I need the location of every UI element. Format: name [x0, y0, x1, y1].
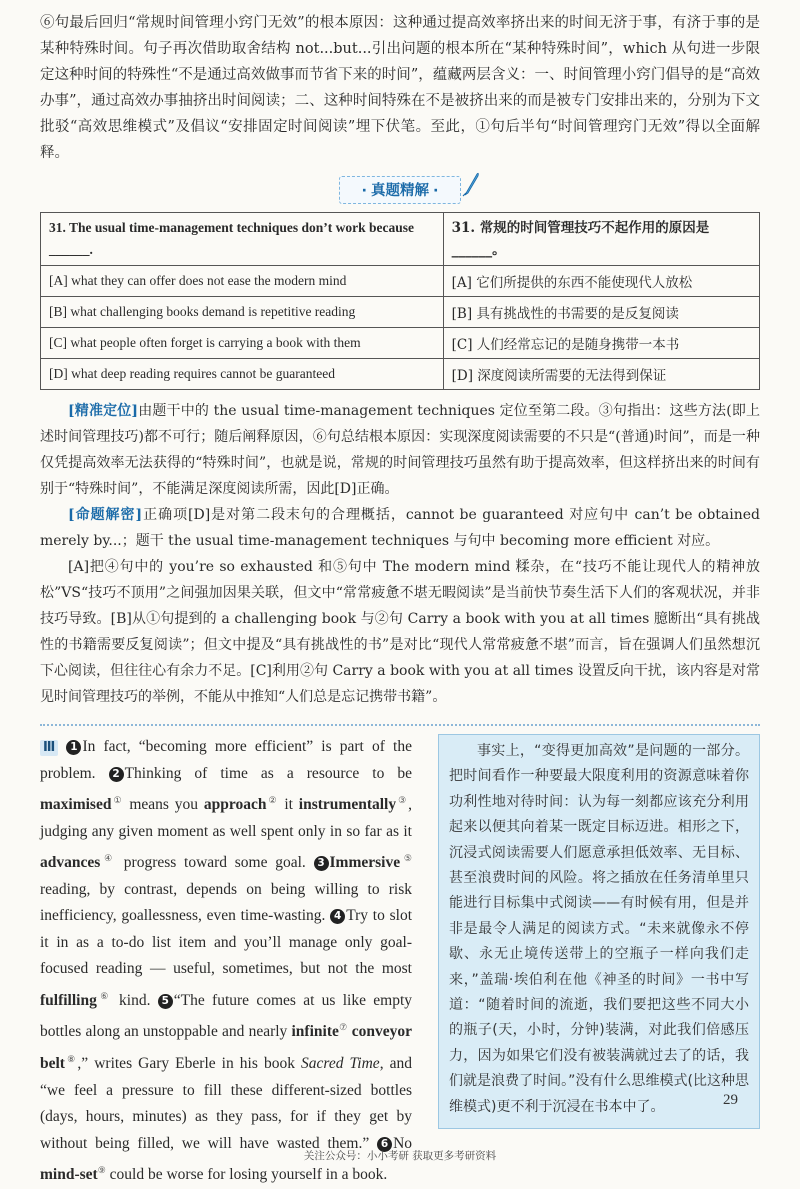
- decode-tag: [命题解密]: [68, 507, 143, 523]
- vocab-word: mind-set: [40, 1166, 98, 1184]
- vocab-marker: ⑨: [97, 1165, 106, 1176]
- option-a-en: [A] what they can offer does not ease the modern mind: [41, 266, 444, 297]
- vocab-word: instrumentally: [298, 796, 397, 814]
- vocab-marker: ⑧: [64, 1054, 78, 1065]
- vocab-marker: ⑥: [96, 990, 112, 1001]
- translation-text: 事实上，“变得更加高效”是问题的一部分。把时间看作一种要最大限度利用的资源意味着你功利性地对待时间：认为每一刻都应该充分利用起来以便其向着某一既定目标迈进。相形之下，沉浸式阅读需要人们愿意承担低效率、无目标、甚至浪费时间的风险。将之插放在任务清单里只能进行目标集中式阅读——有时候有用，但是并非是最令人满足的阅读方式。“未来就像永不停歇、永无止境传送带上的空瓶子一样向我们走来，”盖瑞·埃伯利在他《神圣的时间》一书中写道：“随着时间的流逝，我们要把这些不同大小的瓶子(天，小时，分钟)装满，对此我们倍感压力，因为如果它们没有被装满就过去了的话，我们就是浪费了时间。”没有什么思维模式(比这种思维模式)更不利于沉浸在书本中了。: [449, 743, 749, 1115]
- page: [40, 10, 760, 1189]
- question-stem-en: 31. The usual time-management techniques don’t work because ______.: [41, 213, 444, 266]
- locate-text: 由题干中的 the usual time-management techniques 定位至第二段。③句指出：这些方法(即上述时间管理技巧)都不可行；随后阐释原因，⑥句总结根本原因：实现深度阅读需要的不只是“(普通)时间”，而是一种仅凭提高效率无法获得的“特殊时间”，也就是说，常规的时间管理技巧虽然有助于提高效率，但这样挤出来的时间有别于“特殊时间”，不能满足深度阅读所需，因此[D]正确。: [40, 403, 760, 497]
- question-stem-cn: 31. 常规的时间管理技巧不起作用的原因是______。: [443, 213, 759, 266]
- section-divider: [40, 724, 760, 726]
- banner-dot-right: ·: [433, 183, 439, 199]
- page-number: 29: [723, 1092, 738, 1108]
- quill-pen-icon: [462, 171, 480, 197]
- sentence-2-part: , judging any given moment as well spent only in so far as it: [40, 796, 412, 840]
- vocab-marker: ⑦: [338, 1022, 348, 1033]
- sentence-5-part: “The future comes at us like empty bottles along an unstoppable and nearly: [40, 991, 413, 1041]
- option-row-b: [41, 297, 760, 328]
- sentence-6-part: No: [393, 1134, 413, 1152]
- sentence-5-part: , and “we feel a pressure to fill these different-sized bottles (days, hours, minutes) as they pass, for if they get by without being filled, we will have wasted them.”: [40, 1055, 412, 1152]
- banner-dot-left: ·: [361, 183, 367, 199]
- sentence-number: 1: [66, 740, 81, 755]
- sentence-4-part: Try to slot it in as a to-do list item and you’ll manage only goal-focused reading — useful, sometimes, but not the most: [40, 907, 412, 978]
- vocab-word: approach: [203, 796, 267, 814]
- vocab-word: conveyor belt: [40, 1023, 413, 1073]
- vocab-word: advances: [40, 854, 101, 872]
- analysis-locate: [40, 398, 760, 502]
- option-c-cn: [C] 人们经常忘记的是随身携带一本书: [443, 328, 759, 359]
- sentence-5-part: ,” writes Gary Eberle in his book: [77, 1055, 295, 1073]
- question-table: [40, 212, 760, 390]
- book-title: Sacred Time: [301, 1055, 380, 1073]
- sentence-2-part: Thinking of time as a resource to be: [124, 764, 413, 782]
- intro-paragraph: ⑥句最后回归“常规时间管理小窍门无效”的根本原因：这种通过提高效率挤出来的时间无济于事，有济于事的是某种特殊时间。句子再次借助取舍结构 not...but...引出问题的根本所在“某种特殊时间”，which 从句进一步限定这种时间的特殊性“不是通过高效做事而节省下来的时间”，蕴藏两层含义：一、时间管理小窍门倡导的是“高效办事”，通过高效办事抽挤出时间阅读；二、这种时间特殊在不是被挤出来的而是被专门安排出来的，分别为下文批驳“高效思维模式”及倡议“安排固定时间阅读”埋下伏笔。至此，①句后半句“时间管理窍门无效”得以全面解释。: [40, 15, 760, 161]
- option-c-en: [C] what people often forget is carrying a book with them: [41, 328, 444, 359]
- vocab-word: fulfilling: [40, 991, 97, 1009]
- option-a-cn: [A] 它们所提供的东西不能使现代人放松: [443, 266, 759, 297]
- option-row-c: [41, 328, 760, 359]
- section-number: Ⅲ: [40, 740, 58, 756]
- sentence-1: In fact, “becoming more efficient” is part of the problem.: [40, 738, 412, 782]
- sentence-number: 3: [314, 856, 329, 871]
- question-header-row: [41, 213, 760, 266]
- locate-tag: [精准定位]: [68, 403, 139, 419]
- vocab-marker: ②: [266, 795, 279, 805]
- vocab-word: infinite: [291, 1023, 339, 1041]
- sentence-3: reading, by contrast, depends on being willing to risk inefficiency, goallessness, even time-wasting.: [40, 880, 412, 925]
- option-b-en: [B] what challenging books demand is repetitive reading: [41, 297, 444, 328]
- option-b-cn: [B] 具有挑战性的书需要的是反复阅读: [443, 297, 759, 328]
- translation-box: [438, 734, 760, 1129]
- sentence-2-part: it: [284, 796, 293, 814]
- sentence-number: 2: [109, 767, 124, 782]
- sentence-number: 5: [158, 994, 173, 1009]
- sentence-6-part: could be worse for losing yourself in a book.: [109, 1166, 388, 1184]
- vocab-word: Immersive: [329, 854, 401, 872]
- vocab-marker: ①: [111, 795, 124, 805]
- sentence-4-part: kind.: [119, 991, 151, 1009]
- sentence-number: 6: [377, 1137, 392, 1152]
- sentence-number: 4: [330, 909, 345, 924]
- vocab-word: maximised: [40, 796, 112, 814]
- vocab-marker: ③: [396, 795, 409, 805]
- footer-note: 关注公众号：小小考研 获取更多考研资料: [303, 1150, 497, 1162]
- decode-text: 正确项[D]是对第二段末句的合理概括，cannot be guaranteed 对应句中 can’t be obtained merely by...；题干 the usual time-management techniques 与句中 becoming more efficient 对应。: [40, 507, 761, 549]
- option-d-cn: [D] 深度阅读所需要的无法得到保证: [443, 359, 759, 390]
- sentence-2-part: means you: [129, 796, 199, 814]
- option-row-a: [41, 266, 760, 297]
- option-d-en: [D] what deep reading requires cannot be guaranteed: [41, 359, 444, 390]
- section-banner: [339, 176, 461, 204]
- english-passage: [40, 734, 412, 1189]
- option-row-d: [41, 359, 760, 390]
- analysis-distractors: [A]把④句中的 you’re so exhausted 和⑤句中 The modern mind 糅杂，在“技巧不能让现代人的精神放松”VS“技巧不顶用”之间强加因果关联，但文中“常常疲惫不堪无暇阅读”是当前快节奏生活下人们的客观状况，并非技巧导致。[B]从①句提到的 a challenging book 与②句 Carry a book with you at all times 臆断出“具有挑战性的书籍需要反复阅读”；但文中提及“具有挑战性的书”是对比“现代人常常疲惫不堪”而言，旨在强调人们虽然想沉下心阅读，但往往心有余力不足。[C]利用②句 Carry a book with you at all times 设置反向干扰，该内容是对常见时间管理技巧的举例，不能从中推知“人们总是忘记携带书籍”。: [40, 559, 760, 705]
- passage-section: [40, 734, 760, 1189]
- vocab-marker: ④: [100, 853, 117, 864]
- analysis-decode: [40, 502, 760, 554]
- sentence-2-part: progress toward some goal.: [123, 854, 306, 872]
- banner-label: 真题精解: [371, 183, 429, 199]
- vocab-marker: ⑤: [400, 853, 413, 864]
